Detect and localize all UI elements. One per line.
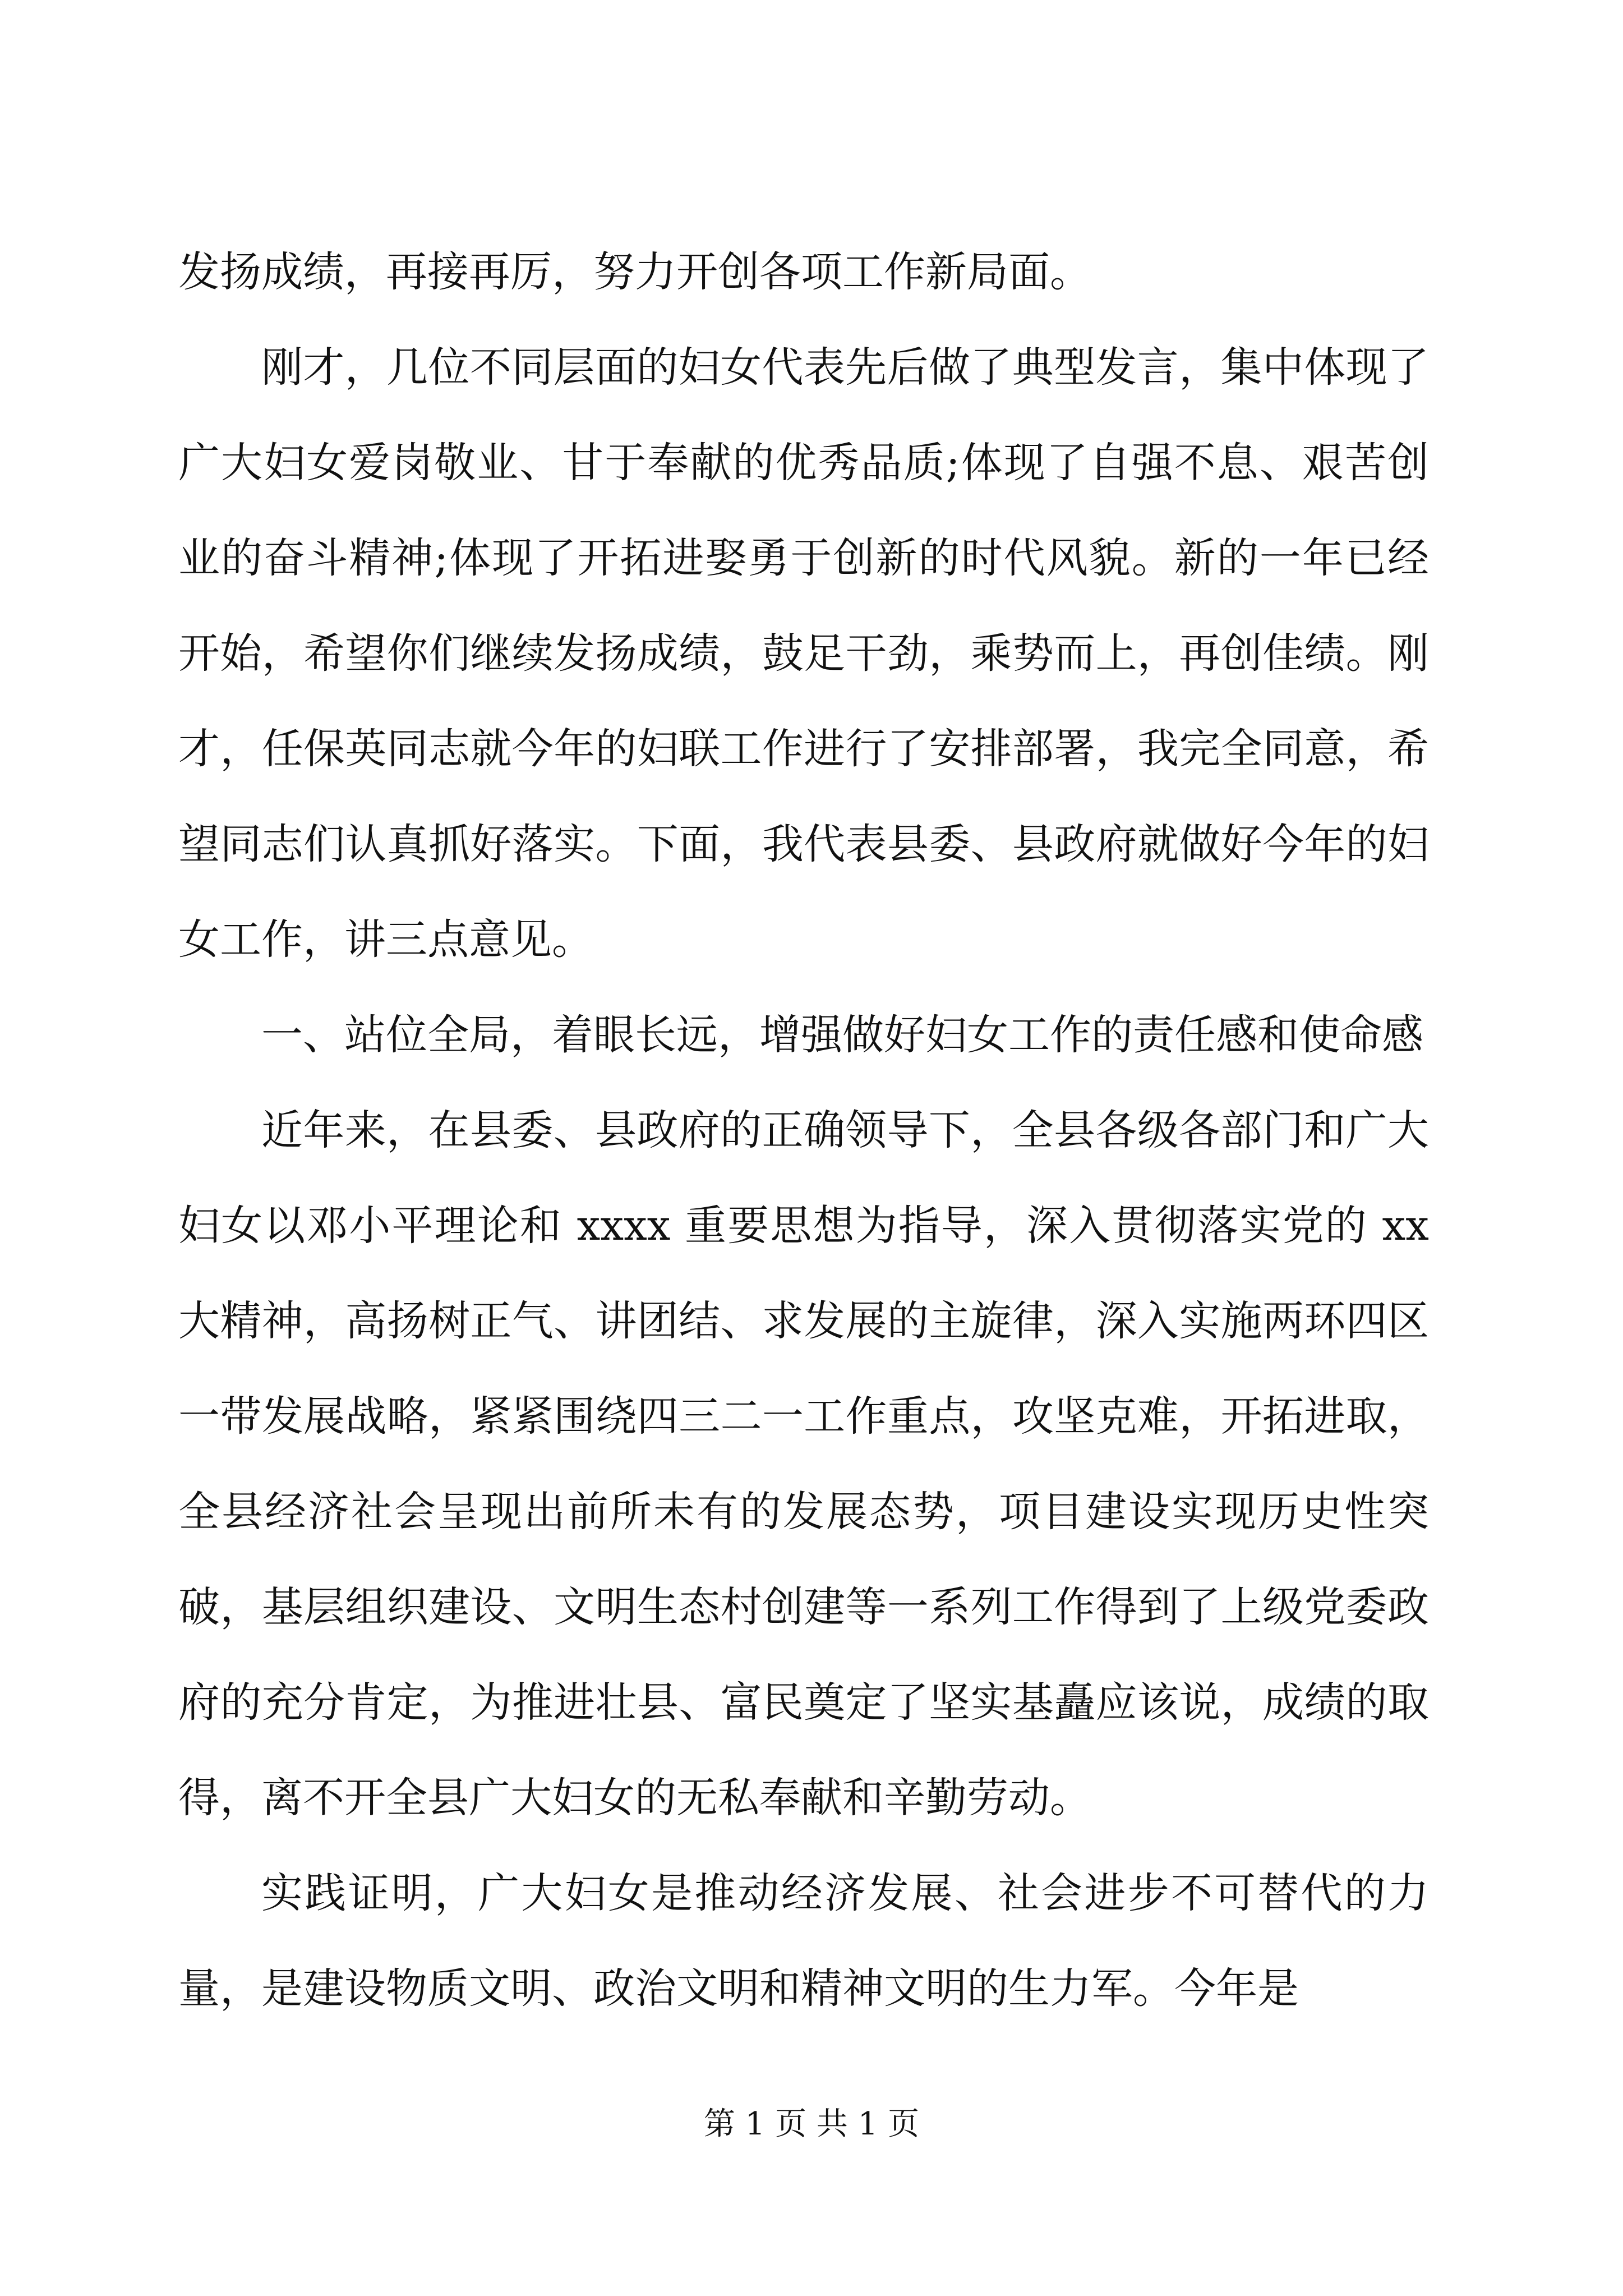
paragraph-1: 发扬成绩，再接再厉，努力开创各项工作新局面。 [178,248,1091,296]
page-footer: 第 1 页 共 1 页 [703,2106,920,2142]
paragraph-3: 近年来，在县委、县政府的正确领导下，全县各级各部门和广大妇女以邓小平理论和 xxxx 重要思想为指导，深入贯彻落实党的 xx 大精神，高扬树正气、讲团结、求发展的主旋律，深入实施两环四区一带发展战略，紧紧围绕四三二一工作重点，攻坚克难，开拓进取，全县经济社会呈现出前所未有的发展态势，项目建设实现历史性突破，基层组织建设、文明生态村创建等一系列工作得到了上级党委政府的充分肯定，为推进壮县、富民奠定了坚实基矗应该说，成绩的取得，离不开全县广大妇女的无私奉献和辛勤劳动。 [178,1106,1429,1822]
paragraph-2: 刚才，几位不同层面的妇女代表先后做了典型发言，集中体现了广大妇女爱岗敬业、甘于奉献的优秀品质;体现了自强不息、艰苦创业的奋斗精神;体现了开拓进娶勇于创新的时代风貌。新的一年已经开始，希望你们继续发扬成绩，鼓足干劲，乘势而上，再创佳绩。刚才，任保英同志就今年的妇联工作进行了安排部署，我完全同意，希望同志们认真抓好落实。下面，我代表县委、县政府就做好今年的妇女工作，讲三点意见。 [178,343,1429,964]
paragraph-4: 实践证明，广大妇女是推动经济发展、社会进步不可替代的力量，是建设物质文明、政治文明和精神文明的生力军。今年是 [178,1869,1429,2013]
section-heading-1: 一、站位全局，着眼长远，增强做好妇女工作的责任感和使命感 [261,1011,1423,1059]
document-body [178,224,1429,2036]
